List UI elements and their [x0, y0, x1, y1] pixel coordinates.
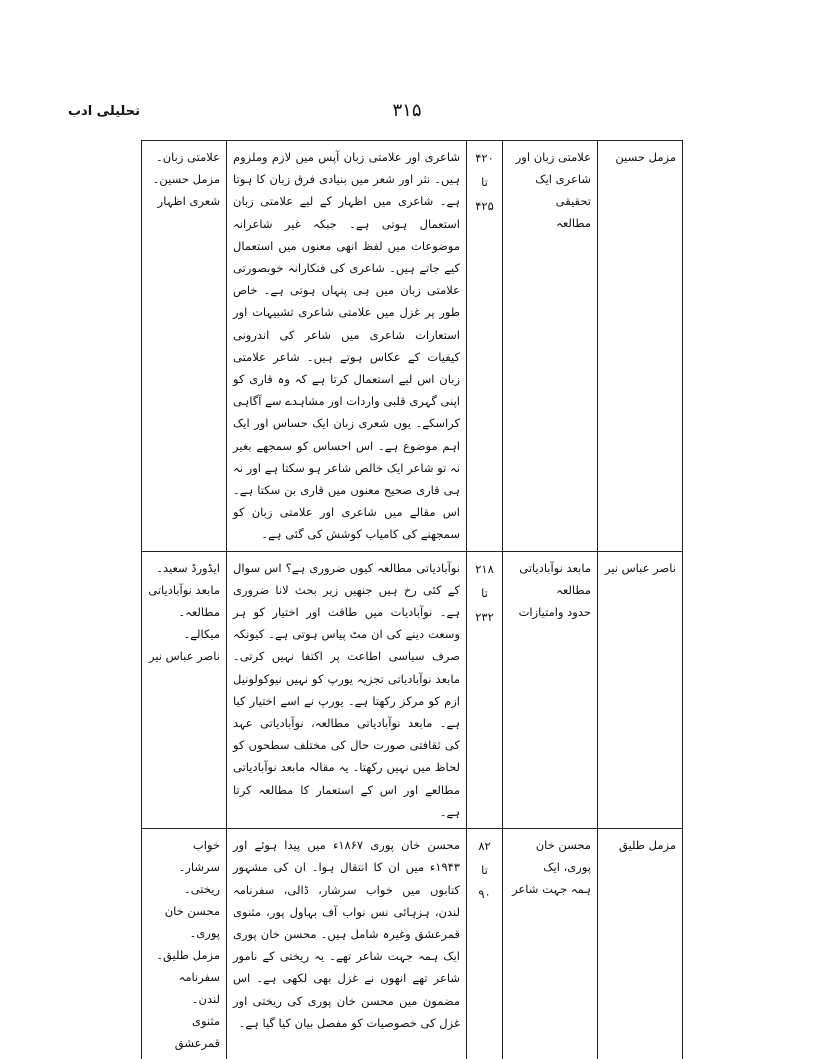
keywords-cell: [142, 829, 227, 1059]
keyword: خواب سرشار۔: [178, 838, 220, 875]
title-line: حدود وامتیازات: [518, 604, 591, 619]
title-cell: [503, 141, 598, 552]
page-end: ۴۲۵: [475, 199, 494, 213]
page-end: ۹۰: [478, 887, 491, 902]
summary-cell: نوآبادیاتی مطالعہ کیوں ضروری ہے؟ اس سوال کے کئی رخ ہیں جنھیں زیر بحث لانا ضروری ہے۔ نوآبادیات میں طاقت اور اختیار کو ہر وسعت دینے کی ان مٹ پیاس ہوتی ہے۔ کیونکہ صرف سیاسی اطاعت پر اکتفا نہیں کرتی۔ مابعد نوآبادیاتی تجزیہ یورپ کو نہیں نیوکولونیل ازم کو مرکز رکھتا ہے۔ یورپ نے اسے اختیار کیا ہے۔ مابعد نوآبادیاتی مطالعہ، نوآبادیاتی عہد کی ثقافتی صورت حال کی مختلف سطحوں کو لحاظ میں نہیں رکھتا۔ یہ مقالہ مابعد نوآبادیاتی مطالعے اور اس کے استعمار کا مطالعہ کرتا ہے۔: [227, 551, 467, 828]
running-head: تحلیلی ادب: [67, 104, 140, 119]
page-start: ۸۲: [478, 839, 491, 854]
title-line: علامتی زبان اور: [515, 150, 591, 164]
title-line: مطالعہ: [556, 216, 591, 230]
keyword: مابعد نوآبادیاتی: [148, 582, 220, 597]
title-line: محسن خان پوری، ایک: [535, 838, 591, 875]
page-to: تا: [481, 863, 488, 878]
page-start: ۲۱۸: [475, 561, 494, 576]
keyword: پوری۔: [189, 926, 220, 941]
table-row: [142, 829, 683, 1059]
keyword: ریختی۔ محسن خان: [164, 882, 220, 919]
table-row: [142, 141, 683, 552]
page-to: تا: [481, 175, 488, 189]
keyword: ایڈورڈ سعید۔: [156, 560, 220, 575]
keyword: سفرنامہ لندن۔: [178, 970, 220, 1007]
author-cell: ناصر عباس نیر: [598, 551, 683, 828]
pages-cell: [467, 829, 503, 1059]
keywords-cell: [142, 551, 227, 828]
title-cell: [503, 551, 598, 828]
article-index-table: [141, 140, 683, 1059]
author-cell: مزمل طلیق: [598, 829, 683, 1059]
keyword: مطالعہ۔ میکالے۔: [178, 604, 220, 641]
keyword: مزمل طلیق۔: [156, 948, 220, 963]
page-start: ۴۲۰: [475, 151, 494, 165]
pages-cell: [467, 551, 503, 828]
page-number: ۳۱۵: [392, 100, 422, 121]
summary-cell: شاعری اور علامتی زبان آپس میں لازم وملزوم ہیں۔ نثر اور شعر میں بنیادی فرق زبان کا ہوتا ہے۔ شاعری میں اظہار کے لیے علامتی زبان استعمال ہوتی ہے۔ جبکہ غیر شاعرانہ موضوعات میں لفظ انھی معنوں میں استعمال کیے جاتے ہیں۔ شاعری کی فنکارانہ خوبصورتی علامتی زبان میں ہی پنہاں ہوتی ہے۔ خاص طور پر غزل میں علامتی شاعری تشبیہات اور استعارات شاعری میں شاعر کی اندرونی کیفیات کے عکاس ہوتے ہیں۔ شاعر علامتی زبان اس لیے استعمال کرتا ہے کہ وہ قاری کو اپنی گہری قلبی واردات اور مشاہدے سے آگاہی کراسکے۔ یوں شعری زبان ایک حساس اور ایک اہم موضوع ہے۔ اس احساس کو سمجھے بغیر نہ تو شاعر ایک خالص شاعر ہو سکتا ہے اور نہ ہی قاری صحیح معنوں میں قاری بن سکتا ہے۔ اس مقالے میں شاعری اور علامتی زبان کو سمجھنے کی کامیاب کوشش کی گئی ہے۔: [227, 141, 467, 552]
title-line: شاعری ایک تحقیقی: [535, 172, 591, 208]
page-end: ۲۳۲: [475, 609, 494, 624]
summary-cell: محسن خان پوری ۱۸۶۷ء میں پیدا ہوئے اور ۱۹۴۳ء میں ان کا انتقال ہوا۔ ان کی مشہور کتابوں میں خواب سرشار، ڈالی، سفرنامہ لندن، ہزہائی نس نواب آف بہاول پور، مثنوی قمرعشق وغیرہ شامل ہیں۔ محسن خان پوری ایک ہمہ جہت شاعر تھے۔ یہ ریختی کے نامور شاعر تھے انھوں نے غزل بھی لکھی ہے۔ اس مضمون میں محسن خان پوری کی ریختی اور غزل کی خصوصیات کو مفصل بیان کیا گیا ہے۔: [227, 829, 467, 1059]
keyword: مزمل حسین۔: [152, 172, 220, 186]
keyword: علامتی زبان۔: [155, 150, 220, 164]
page-to: تا: [481, 585, 488, 600]
title-line: ہمہ جہت شاعر: [512, 882, 591, 897]
title-cell: [503, 829, 598, 1059]
keyword: شعری اظہار: [157, 194, 220, 208]
title-line: مابعد نوآبادیاتی مطالعہ: [519, 560, 591, 597]
keyword: ناصر عباس نیر: [148, 648, 220, 663]
table-row: [142, 551, 683, 828]
pages-cell: [467, 141, 503, 552]
keywords-cell: [142, 141, 227, 552]
author-cell: مزمل حسین: [598, 141, 683, 552]
keyword: مثنوی قمرعشق: [174, 1014, 220, 1051]
